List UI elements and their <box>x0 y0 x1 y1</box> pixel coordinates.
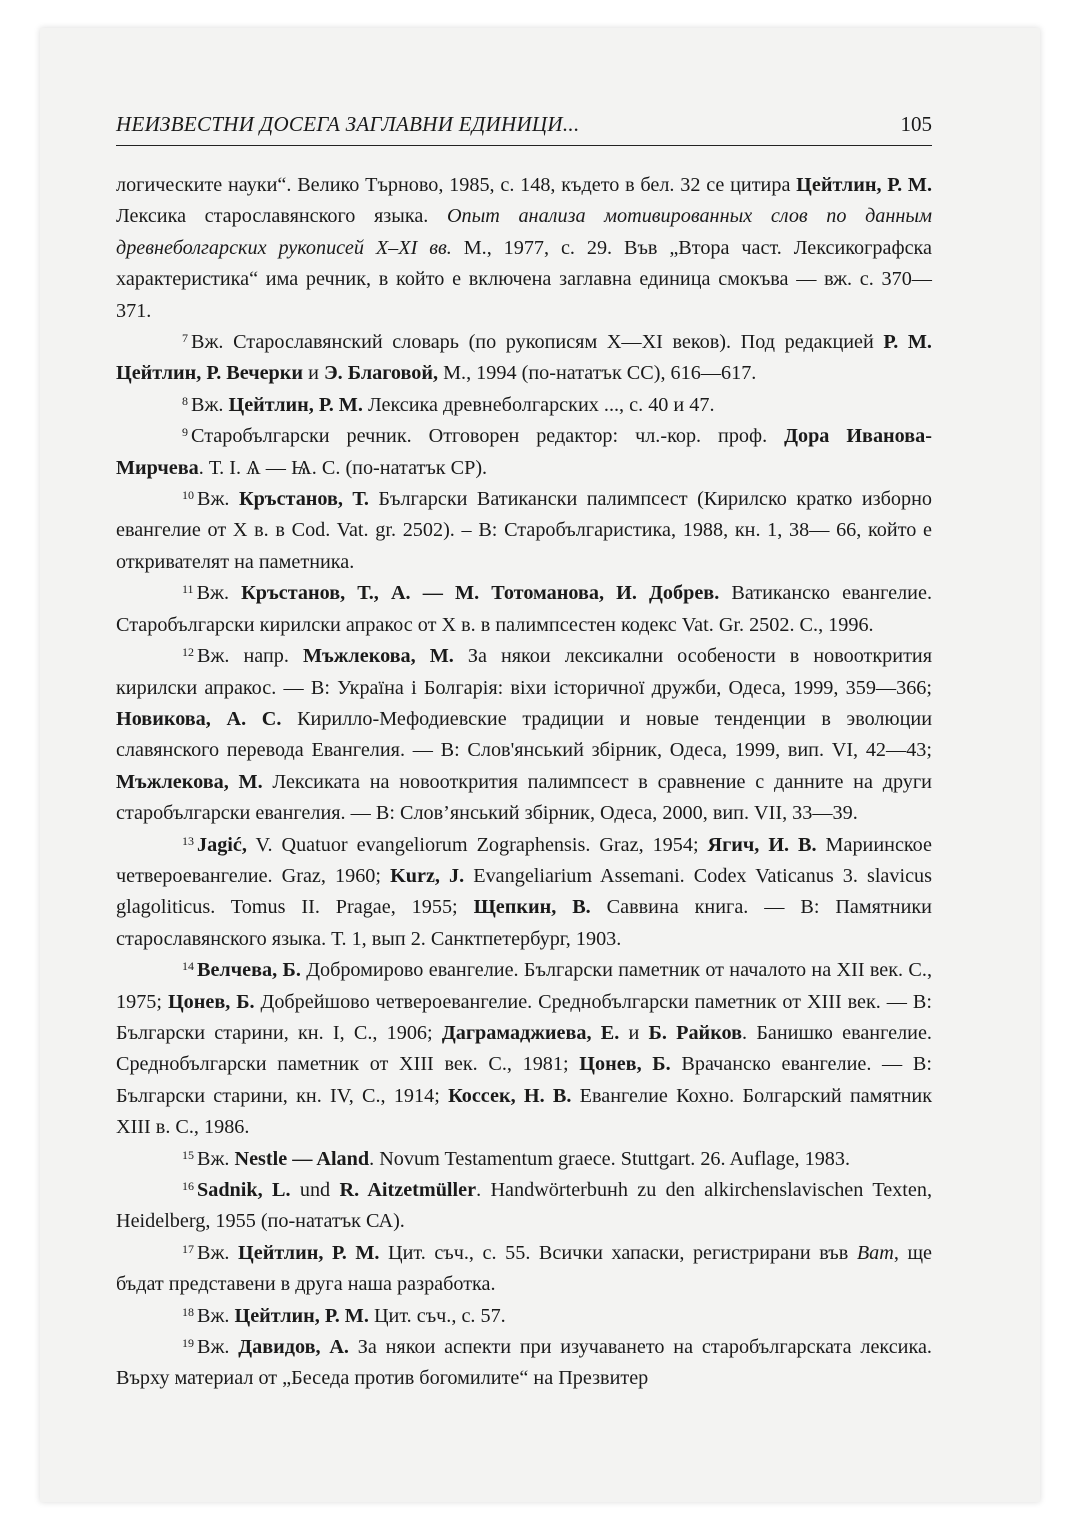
footnote-7 <box>116 327 932 390</box>
footnote-text: Вж. Старославянский словарь (по рукописям X—XI веков). Под редакцией <box>191 331 884 354</box>
page-number: 105 <box>900 112 932 136</box>
footnote-13 <box>116 830 932 956</box>
footnote-text: und <box>290 1179 340 1201</box>
footnote-8 <box>116 390 932 421</box>
footnote-text: Вж. <box>197 1304 235 1327</box>
footnote-17 <box>116 1238 932 1301</box>
running-header <box>116 112 932 146</box>
footnote-number: 14 <box>182 959 194 974</box>
footnote-text: Мариинское четвероевангелие. Graz, 1960; <box>116 833 932 887</box>
footnote-text: Вж. <box>197 1241 239 1264</box>
author-name: Jagić, <box>197 833 247 856</box>
author-name: Коссек, Н. В. <box>448 1084 572 1107</box>
footnote-text: Цит. съч., с. 57. <box>368 1304 506 1327</box>
footnote-number: 13 <box>182 833 194 848</box>
running-title: НЕИЗВЕСТНИ ДОСЕГА ЗАГЛАВНИ ЕДИНИЦИ... <box>116 112 580 136</box>
author-name: Цонев, Б. <box>579 1053 671 1076</box>
italic-title: Опыт анализа мотивированных слов по данным древнеболгарских рукописей X–XI вв. <box>116 205 932 259</box>
footnote-text: Вж. <box>197 1336 239 1359</box>
italic-title: Ват <box>856 1241 894 1264</box>
footnote-text: . Novum Testamentum graece. Stuttgart. 26. Auflage, 1983. <box>369 1147 851 1170</box>
author-name: Щепкин, В. <box>473 896 591 919</box>
footnote-number: 11 <box>182 582 194 597</box>
footnote-text: Вж. напр. <box>197 645 303 668</box>
footnotes-body <box>116 170 932 1395</box>
footnote-text: М., 1977, с. 29. Във „Втора част. Лексикографска характеристика“ има речник, в който е включена заглавна единица смокъва — вж. с. 370—371. <box>116 236 932 322</box>
footnote-text: V. Quatuor evangeliorum Zographensis. Graz, 1954; <box>246 833 708 856</box>
author-name: Р. М. Цейтлин, Р. Вечерки <box>116 331 932 385</box>
footnote-number: 9 <box>182 425 188 440</box>
author-name: Nestle — Aland <box>234 1147 370 1170</box>
footnote-14 <box>116 955 932 1143</box>
author-name: Kurz, J. <box>390 864 465 887</box>
footnote-text: и <box>303 362 324 385</box>
footnote-number: 16 <box>182 1179 194 1193</box>
footnote-text: Вж. <box>197 1147 235 1170</box>
footnote-text: Вж. <box>191 393 229 416</box>
author-name: Цейтлин, Р. М. <box>234 1304 369 1327</box>
footnote-number: 18 <box>182 1304 194 1319</box>
footnote-text: Вж. <box>196 582 242 605</box>
footnote-text: Български Ватикански палимпсест (Кирилско кратко изборно евангелие от X в. в Cod. Vat. gr. 2502). – В: Старобългаристика, 1988, кн. 1, 38— 66, който е откривателят на паметника. <box>116 488 932 573</box>
author-name: Мъжлекова, М. <box>116 770 263 793</box>
footnote-12 <box>116 641 932 829</box>
author-name: Велчева, Б. <box>197 959 301 982</box>
footnote-number: 10 <box>182 488 194 503</box>
author-name: Цонев, Б. <box>167 990 255 1013</box>
footnote-number: 12 <box>182 645 194 660</box>
author-name: Цейтлин, Р. М. <box>238 1241 380 1264</box>
footnote-text: . Банишко евангелие. Среднобългарски паметник от XIII век. С., 1981; <box>116 1021 932 1076</box>
author-name: Мъжлекова, М. <box>302 645 454 668</box>
footnote-16 <box>116 1175 932 1238</box>
footnote-text: М., 1994 (по-нататък СС), 616—617. <box>438 362 757 385</box>
footnote-text: логическите науки“. Велико Търново, 1985, с. 148, където в бел. 32 се цитира <box>116 174 797 196</box>
author-name: Кръстанов, Т., А. — М. Тотоманова, И. Добрев. <box>241 582 720 605</box>
footnote-text: Вж. <box>197 488 239 511</box>
author-name: Дора Иванова-Мирчева <box>116 425 932 479</box>
footnote-text: За някои аспекти при изучаването на старобългарската лексика. Върху материал от „Беседа против богомилите“ на Презвитер <box>116 1336 932 1390</box>
footnote-text: Врачанско евангелие. — В: Български старини, кн. IV, С., 1914; <box>116 1053 932 1107</box>
footnote-number: 7 <box>182 331 188 346</box>
footnote-text: Лексика старославянского языка. <box>116 205 447 228</box>
author-name: Даграмаджиева, Е. <box>441 1021 620 1044</box>
footnote-text: Лексика древнеболгарских ..., с. 40 и 47. <box>362 393 715 416</box>
footnote-11 <box>116 578 932 641</box>
author-name: Б. Райков <box>648 1021 743 1044</box>
footnote-text: и <box>619 1021 649 1044</box>
footnote-text: Лексиката на новооткрития палимпсест в сравнение с данните на други старобългарски евангелия. — В: Слов’янський збірник, Одеса, 2000, вип. VII, 33—39. <box>116 770 932 825</box>
footnote-text: . Т. I. Ѧ — Ѩ. С. (по-нататък СР). <box>198 456 488 479</box>
author-name: Кръстанов, Т. <box>238 488 369 511</box>
author-name: Новикова, А. С. <box>116 707 282 730</box>
footnote-text: Кирилло-Мефодиевские традиции и новые тенденции в эволюции славянского перевода Евангелия. — В: Слов'янський збірник, Одеса, 1999, вип. VI, 42—43; <box>116 707 932 762</box>
author-name: Sadnik, L. <box>197 1179 291 1201</box>
footnote-text: Саввина книга. — В: Памятники старославянского языка. Т. 1, вып 2. Санктпетербург, 1903. <box>116 896 932 950</box>
footnote-number: 8 <box>182 393 188 408</box>
footnote-text: Ватиканско евангелие. Старобългарски кирилски апракос от X в. в палимпсестен кодекс Vat. Gr. 2502. С., 1996. <box>116 582 932 636</box>
footnote-number: 19 <box>182 1336 194 1351</box>
footnote-18 <box>116 1301 932 1332</box>
continued-footnote <box>116 170 932 327</box>
footnote-number: 15 <box>182 1147 194 1162</box>
footnote-number: 17 <box>182 1241 194 1256</box>
footnote-text: Evangeliarium Assemani. Codex Vaticanus 3. slavicus glagoliticus. Tomus II. Pragae, 1955; <box>116 864 933 919</box>
footnote-9 <box>116 421 932 484</box>
footnote-19 <box>116 1332 932 1395</box>
footnote-text: Евангелие Кохно. Болгарский памятник XIII в. С., 1986. <box>116 1084 933 1139</box>
author-name: Ягич, И. В. <box>707 833 817 856</box>
footnote-text: Старобългарски речник. Отговорен редактор: чл.-кор. проф. <box>191 425 785 448</box>
footnote-text: , ще бъдат представени в друга наша разработка. <box>116 1241 932 1296</box>
footnote-text: Цит. съч., с. 55. Всички хапаски, регистрирани във <box>379 1241 857 1264</box>
author-name: Цейтлин, Р. М. <box>796 174 932 196</box>
footnote-text: Добромирово евангелие. Български паметник от началото на XII век. С., 1975; <box>116 959 932 1013</box>
author-name: Давидов, А. <box>238 1336 349 1359</box>
author-name: Цейтлин, Р. М. <box>228 393 363 416</box>
footnote-text: Добрейшово четвероевангелие. Среднобългарски паметник от XIII век. — В: Български старини, кн. I, С., 1906; <box>116 990 932 1044</box>
footnote-10 <box>116 484 932 578</box>
author-name: R. Aitzetmüller <box>339 1179 477 1201</box>
footnote-text: . Handwörterbuнh zu den alkirchenslavischen Texten, Heidelberg, 1955 (по-нататък СА). <box>116 1179 933 1233</box>
author-name: Э. Благовой, <box>323 362 439 385</box>
footnote-15 <box>116 1144 932 1175</box>
footnote-text: За някои лексикални особености в новооткрития кирилски апракос. — В: Україна і Болгарія: віхи історичної дружби, Одеса, 1999, 359—366; <box>116 645 932 699</box>
